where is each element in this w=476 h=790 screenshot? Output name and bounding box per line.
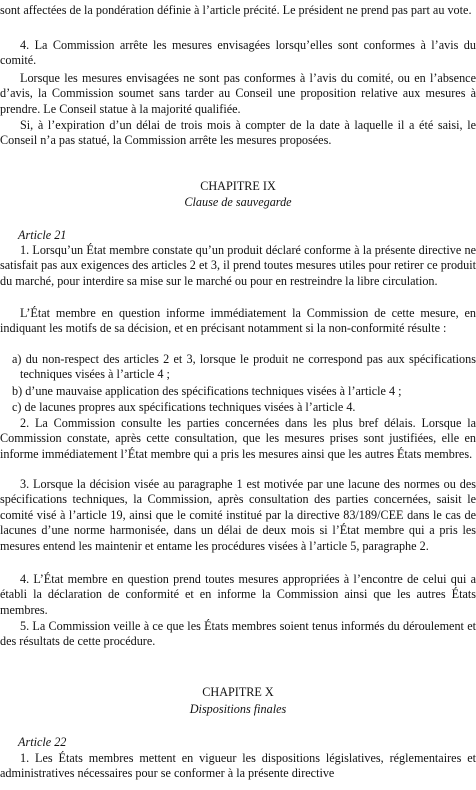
paragraph: Si, à l’expiration d’un délai de trois mois à compter de la date à laquelle il a été saisi, le Conseil n’a pas statué, la Commission arrête les mesures proposées. [0, 118, 476, 148]
article-heading: Article 22 [18, 735, 67, 749]
chapter-heading: CHAPITRE X [202, 685, 274, 699]
paragraph-4: 4. L’État membre en question prend toutes mesures appropriées à l’encontre de celui qui a établi la déclaration de conformité et en informe la Commission ainsi que les autres États membres. [0, 572, 476, 617]
list-item-c: c) de lacunes propres aux spécifications techniques visées à l’article 4. [12, 400, 356, 414]
list-item-a: a) du non-respect des articles 2 et 3, lorsque le produit ne correspond pas aux spécifications techniques visées à l’article 4 ; [12, 352, 476, 382]
paragraph: Lorsque les mesures envisagées ne sont pas conformes à l’avis du comité, ou en l’absence d’avis, la Commission soumet sans tarder au Conseil une proposition relative aux mesures à prendre. Le Conseil statue à la majorité qualifiée. [0, 71, 476, 116]
list-item-b: b) d’une mauvaise application des spécifications techniques visées à l’article 4 ; [12, 384, 402, 398]
paragraph: sont affectées de la pondération définie à l’article précité. Le président ne prend pas part au vote. [0, 3, 472, 17]
paragraph-1: 1. Lorsqu’un État membre constate qu’un produit déclaré conforme à la présente directive ne satisfait pas aux exigences des articles 2 et 3, il prend toutes mesures utiles pour retirer ce produit du marché, pour interdire sa mise sur le marché ou pour en restreindre la libre circulation. [0, 243, 476, 288]
paragraph-2: 2. La Commission consulte les parties concernées dans les plus bref délais. Lorsque la Commission constate, après cette consultation, que les mesures prises sont justifiées, elle en informe immédiatement l’État membre qui a pris les mesures ainsi que les autres États membres. [0, 416, 476, 461]
chapter-subtitle: Dispositions finales [189, 702, 287, 716]
chapter-heading: CHAPITRE IX [200, 179, 276, 193]
paragraph: L’État membre en question informe immédiatement la Commission de cette mesure, en indiquant les motifs de sa décision, et en précisant notamment si la non-conformité résulte : [0, 306, 476, 336]
paragraph-1: 1. Les États membres mettent en vigueur les dispositions législatives, réglementaires et administratives nécessaires pour se conformer à la présente directive [0, 751, 476, 781]
paragraph-5: 5. La Commission veille à ce que les États membres soient tenus informés du déroulement et des résultats de cette procédure. [0, 619, 476, 649]
chapter-subtitle: Clause de sauvegarde [184, 195, 292, 209]
article-heading: Article 21 [18, 228, 67, 242]
paragraph-4: 4. La Commission arrête les mesures envisagées lorsqu’elles sont conformes à l’avis du comité. [0, 38, 476, 68]
paragraph-3: 3. Lorsque la décision visée au paragraphe 1 est motivée par une lacune des normes ou des spécifications techniques, la Commission, après consultation des parties concernées, saisit le comité visé à l’article 19, ainsi que le comité institué par la directive 83/189/CEE dans le cas de lacunes d’une norme harmonisée, dans un délai de deux mois si l’État membre qui a pris les mesures entend les maintenir et entame les procédures visées à l’article 5, paragraphe 2. [0, 477, 476, 553]
